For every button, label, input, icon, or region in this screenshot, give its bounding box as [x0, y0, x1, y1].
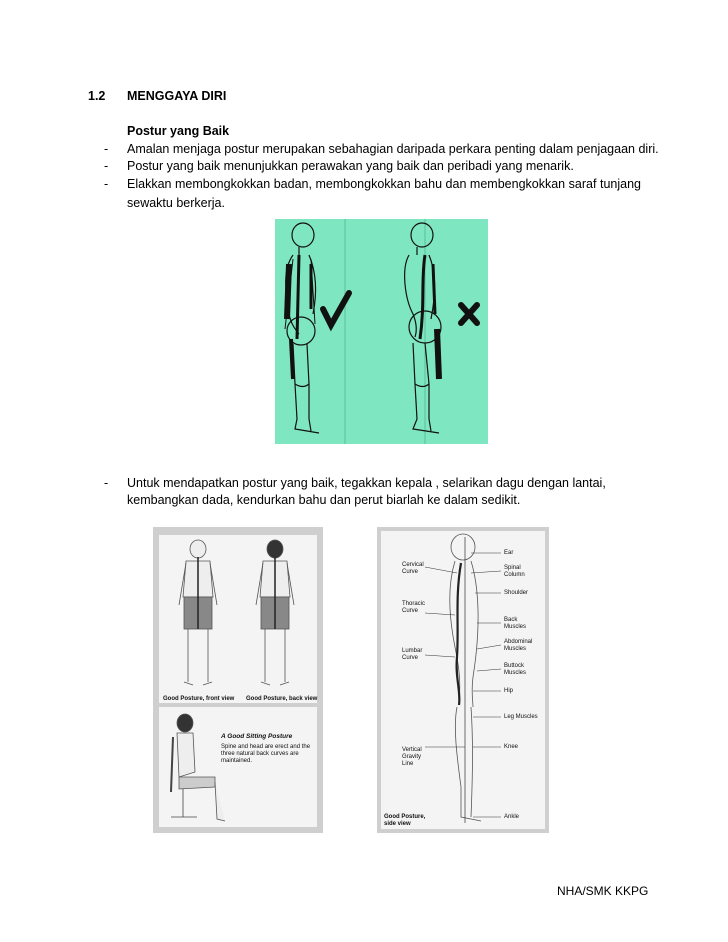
subheading: Postur yang Baik [127, 124, 230, 138]
bullet-dash: - [104, 159, 109, 173]
label-hip: Hip [504, 688, 514, 694]
label-back-muscles: Back Muscles [504, 617, 527, 630]
bullet-text: Elakkan membongkokkan badan, membongkokkan bahu dan membengkokkan saraf tunjang [127, 177, 641, 191]
label-ankle: Ankle [504, 814, 520, 820]
label-buttock-muscles: Buttock Muscles [504, 663, 527, 676]
side-view-caption: Good Posture, side view [384, 814, 426, 827]
bullet-dash: - [104, 476, 109, 490]
bullet-text: Untuk mendapatkan postur yang baik, tegakkan kepala , selarikan dagu dengan lantai, [127, 476, 606, 490]
front-view-caption: Good Posture, front view [163, 696, 235, 702]
back-view-caption: Good Posture, back view [246, 696, 318, 702]
sitting-text: maintained. [221, 758, 253, 764]
bullet-text: Postur yang baik menunjukkan perawakan yang baik dan peribadi yang menarik. [127, 159, 574, 173]
good-posture-side-view-figure [377, 527, 549, 833]
label-abdominal-muscles: Abdominal Muscles [504, 639, 533, 652]
good-posture-front-back-sitting-figure [153, 527, 323, 833]
footer-code: NHA/SMK KKPG [557, 884, 649, 898]
bullet-dash: - [104, 177, 109, 191]
label-leg-muscles: Leg Muscles [504, 714, 538, 720]
label-ear: Ear [504, 550, 514, 556]
bullet-dash: - [104, 142, 109, 156]
label-lumbar-curve: Lumbar Curve [402, 648, 423, 661]
bullet-text-continued: sewaktu berkerja. [127, 196, 225, 210]
bullet-text: Amalan menjaga postur merupakan sebahagian daripada perkara penting dalam penjagaan diri. [127, 142, 659, 156]
section-title: MENGGAYA DIRI [127, 89, 227, 103]
bullet-text-continued: kembangkan dada, kendurkan bahu dan perut biarlah ke dalam sedikit. [127, 493, 521, 507]
label-shoulder: Shoulder [504, 590, 529, 596]
label-knee: Knee [504, 744, 519, 750]
label-spinal-column: Spinal Column [504, 565, 525, 578]
sitting-title: A Good Sitting Posture [221, 733, 293, 740]
section-number: 1.2 [88, 89, 106, 103]
sitting-text: Spine and head are erect and the [221, 744, 311, 750]
posture-comparison-figure [275, 219, 488, 444]
label-vertical-gravity-line: Vertical Gravity Line [402, 747, 422, 767]
sitting-text: three natural back curves are [221, 751, 299, 757]
label-cervical-curve: Cervical Curve [402, 562, 424, 575]
label-thoracic-curve: Thoracic Curve [402, 601, 426, 614]
